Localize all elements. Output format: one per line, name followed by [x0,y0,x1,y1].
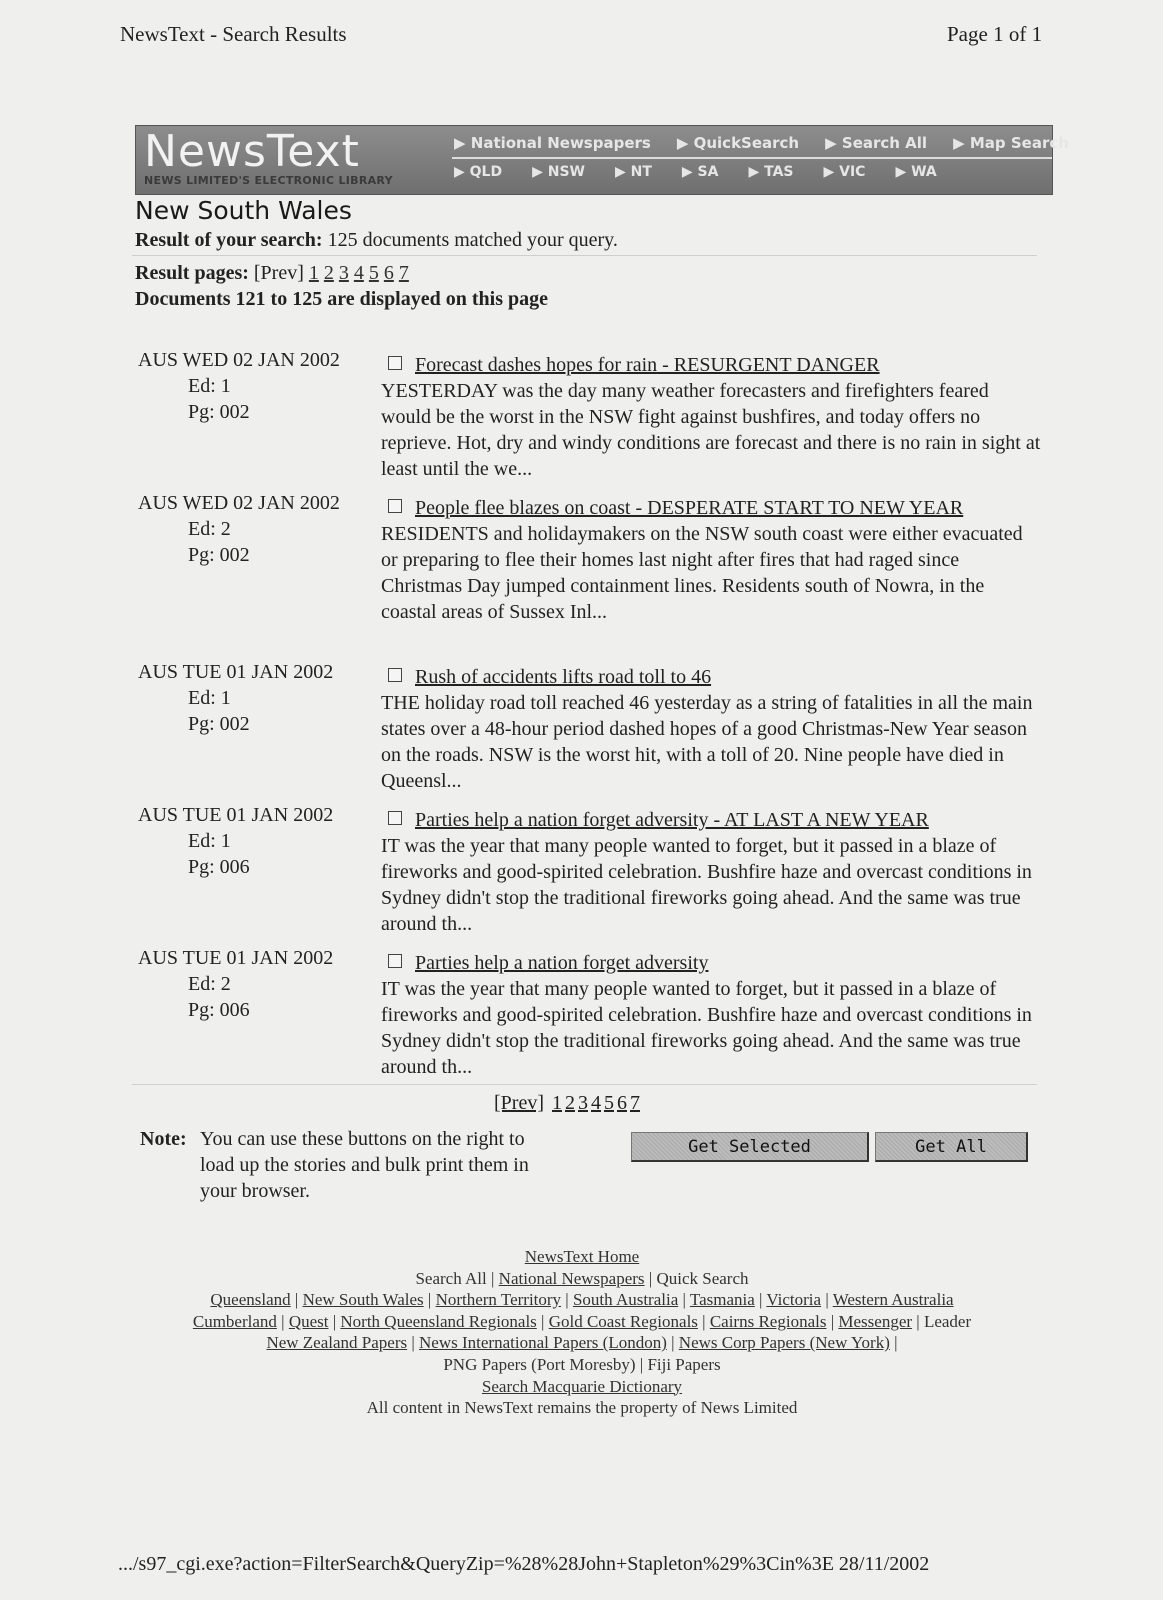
summary-label: Result of your search: [135,229,323,251]
result-edition: Ed: 2 [188,973,231,995]
result-date: AUS TUE 01 JAN 2002 [138,661,334,683]
pager-page-1[interactable]: 1 [308,262,319,284]
result-date: AUS TUE 01 JAN 2002 [138,947,334,969]
result-edition: Ed: 1 [188,830,231,852]
nav-national-newspapers[interactable]: ▶ National Newspapers [454,134,651,152]
bottom-pager-page-2[interactable]: 2 [564,1092,575,1114]
nav-states [454,164,967,180]
result-item [381,807,1041,937]
nav-state-vic[interactable]: ▶ VIC [823,164,866,180]
note-label: Note: [140,1128,187,1150]
result-meta [138,490,340,568]
result-edition: Ed: 1 [188,375,231,397]
get-all-button[interactable]: Get All [875,1132,1028,1162]
pager-page-3[interactable]: 3 [338,262,349,284]
bottom-pager-page-5[interactable]: 5 [603,1092,614,1114]
footer-link[interactable]: Quest [288,1311,329,1331]
pager-page-5[interactable]: 5 [368,262,379,284]
summary-text: 125 documents matched your query. [327,229,618,251]
footer-link[interactable]: National Newspapers [498,1268,645,1288]
note-text: You can use these buttons on the right to load up the stories and bulk print them in your browser. [200,1128,529,1202]
newstext-logo[interactable]: NewsText [144,126,360,177]
bottom-pager-page-4[interactable]: 4 [590,1092,601,1114]
result-meta [138,659,333,737]
footer-link[interactable]: New Zealand Papers [266,1333,408,1353]
footer-dictionary-link[interactable]: Search Macquarie Dictionary [481,1376,683,1396]
footer-link[interactable]: Cairns Regionals [709,1311,827,1331]
footer-link[interactable]: News Corp Papers (New York) [678,1333,890,1353]
result-headline-link[interactable]: Rush of accidents lifts road toll to 46 [415,666,712,688]
nav-map-search[interactable]: ▶ Map Search [953,134,1069,152]
footer-link[interactable]: Leader [923,1311,972,1331]
print-header-title: NewsText - Search Results [120,22,347,46]
result-meta [138,945,333,1023]
newstext-banner [135,125,1069,195]
result-item [381,495,1041,625]
footer-copyright: All content in NewsText remains the property of News Limited [366,1398,798,1418]
result-item [381,352,1041,482]
footer-link[interactable]: Search All [415,1268,487,1288]
nav-state-sa[interactable]: ▶ SA [681,164,719,180]
result-pager [135,262,414,285]
result-page: Pg: 006 [188,999,250,1021]
pager-prev[interactable]: [Prev] [253,262,304,284]
result-page: Pg: 002 [188,401,250,423]
bottom-pager-prev[interactable]: [Prev] [494,1092,544,1114]
result-snippet: IT was the year that many people wanted to forget, but it passed in a blaze of fireworks and good-spirited celebration. Bushfire haze and overcast conditions in Sydney didn't stop the traditional fireworks going ahead. And the same was true around th... [381,835,1032,935]
footer-link[interactable]: Queensland [210,1290,291,1310]
bottom-pager-page-7[interactable]: 7 [629,1092,640,1114]
result-headline-link[interactable]: People flee blazes on coast - DESPERATE START TO NEW YEAR [415,497,964,519]
result-meta [138,802,333,880]
divider [132,255,1037,256]
note [140,1126,560,1204]
nav-state-qld[interactable]: ▶ QLD [454,164,503,180]
footer-link[interactable]: Messenger [838,1311,913,1331]
footer-link[interactable]: Quick Search [656,1268,749,1288]
footer-link[interactable]: News International Papers (London) [419,1333,667,1353]
result-date: AUS WED 02 JAN 2002 [138,349,340,371]
get-selected-button[interactable]: Get Selected [631,1132,869,1162]
divider [132,1084,1037,1085]
page-title: New South Wales [135,196,352,225]
bottom-pager-page-6[interactable]: 6 [616,1092,627,1114]
footer-link[interactable]: South Australia [572,1290,679,1310]
nav-state-nt[interactable]: ▶ NT [614,164,652,180]
pager-page-2[interactable]: 2 [323,262,334,284]
nav-primary [454,134,1095,152]
footer-link[interactable]: Cumberland [192,1311,277,1331]
result-item [381,950,1041,1080]
result-headline-link[interactable]: Forecast dashes hopes for rain - RESURGENT DANGER [415,354,880,376]
result-date: AUS TUE 01 JAN 2002 [138,804,334,826]
footer-link[interactable]: Tasmania [689,1290,755,1310]
result-snippet: YESTERDAY was the day many weather forecasters and firefighters feared would be the worst in the NSW fight against bushfires, and today offers no reprieve. Hot, dry and windy conditions are forecast and there is no rain in sight at least until the we... [381,380,1041,480]
result-edition: Ed: 1 [188,687,231,709]
print-footer-url: .../s97_cgi.exe?action=FilterSearch&QueryZip=%28%28John+Stapleton%29%3Cin%3E 28/11/2002 [118,1553,930,1575]
search-summary [135,229,618,252]
bottom-pager-page-3[interactable]: 3 [577,1092,588,1114]
pager-page-7[interactable]: 7 [398,262,409,284]
footer-link[interactable]: Victoria [766,1290,822,1310]
nav-state-tas[interactable]: ▶ TAS [748,164,794,180]
logo-tagline: NEWS LIMITED'S ELECTRONIC LIBRARY [144,174,393,187]
result-headline-link[interactable]: Parties help a nation forget adversity [415,952,709,974]
footer-links: NewsText Home Search All | National Newspapers | Quick Search Queensland | New South Wales | Northern Territory | South Australia | Tasmania | Victoria | Western Australia Cumberland | Quest | North Queensland Regionals | Gold Coast Regionals | Cairns Regionals | Messenger | Leader New Zealand Papers | News International Papers (London) | News Corp Papers (New York) | PNG Papers (Port Moresby) | Fiji Papers Search Macquarie Dictionary All content in NewsText remains the property of News Limited [132,1246,1032,1419]
footer-link[interactable]: Western Australia [832,1290,954,1310]
footer-link[interactable]: New South Wales [302,1290,424,1310]
result-snippet: IT was the year that many people wanted to forget, but it passed in a blaze of fireworks and good-spirited celebration. Bushfire haze and overcast conditions in Sydney didn't stop the traditional fireworks going ahead. And the same was true around th... [381,978,1032,1078]
nav-search-all[interactable]: ▶ Search All [825,134,928,152]
nav-state-wa[interactable]: ▶ WA [895,164,937,180]
footer-link[interactable]: PNG Papers (Port Moresby) [443,1354,636,1374]
result-item [381,664,1041,794]
footer-link[interactable]: North Queensland Regionals [340,1311,537,1331]
result-edition: Ed: 2 [188,518,231,540]
bottom-pager [494,1092,643,1115]
pager-label: Result pages: [135,262,249,284]
bottom-pager-page-1[interactable]: 1 [551,1092,562,1114]
footer-link[interactable]: Gold Coast Regionals [548,1311,698,1331]
result-page: Pg: 002 [188,544,250,566]
result-snippet: RESIDENTS and holidaymakers on the NSW south coast were either evacuated or preparing to flee their homes last night after fires that had raged since Christmas Day jumped containment lines. Residents south of Nowra, in the coastal areas of Sussex Inl... [381,523,1023,623]
documents-range: Documents 121 to 125 are displayed on this page [135,288,548,310]
footer-link[interactable]: Northern Territory [435,1290,562,1310]
result-snippet: THE holiday road toll reached 46 yesterday as a string of fatalities in all the main states over a 48-hour period dashed hopes of a good Christmas-New Year season on the roads. NSW is the worst hit, with a toll of 20. Nine people have died in Queensl... [381,692,1033,792]
footer-link[interactable]: Fiji Papers [647,1354,721,1374]
pager-page-4[interactable]: 4 [353,262,364,284]
result-headline-link[interactable]: Parties help a nation forget adversity - AT LAST A NEW YEAR [415,809,929,831]
result-meta [138,347,340,425]
result-date: AUS WED 02 JAN 2002 [138,492,340,514]
nav-divider [452,157,1052,159]
print-header-page-number: Page 1 of 1 [947,22,1043,46]
footer-home-link[interactable]: NewsText Home [524,1247,640,1266]
result-page: Pg: 006 [188,856,250,878]
nav-state-nsw[interactable]: ▶ NSW [532,164,585,180]
result-page: Pg: 002 [188,713,250,735]
nav-quicksearch[interactable]: ▶ QuickSearch [676,134,800,152]
pager-page-6[interactable]: 6 [383,262,394,284]
